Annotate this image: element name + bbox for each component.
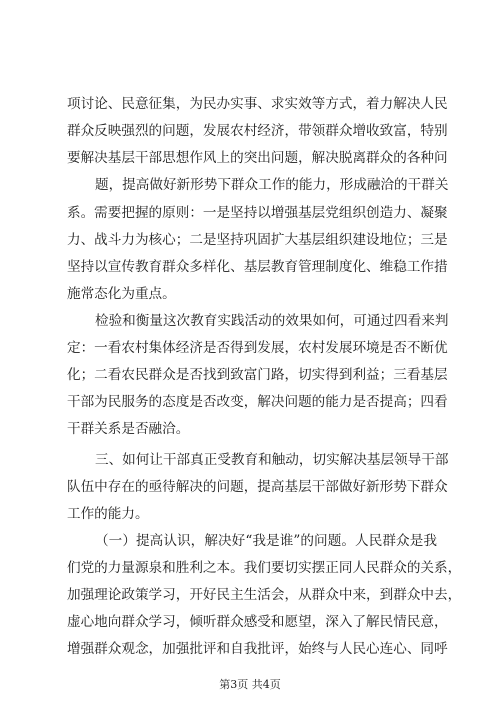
paragraph-1-line-4: 题，提高做好新形势下群众工作的能力，形成融洽的干群关 bbox=[95, 177, 449, 193]
paragraph-4-line-3: 加强理论政策学习，开好民主生活会，从群众中来，到群众中去， bbox=[67, 587, 462, 603]
paragraph-3-line-1: 三、如何让干部真正受教育和触动，切实解决基层领导干部 bbox=[95, 452, 449, 468]
paragraph-2-line-2: 定：一看农村集体经济是否得到发展，农村发展环境是否不断优 bbox=[67, 340, 448, 356]
paragraph-1-line-3: 要解决基层干部思想作风上的突出问题，解决脱离群众的各种问 bbox=[67, 150, 448, 166]
paragraph-4-line-5: 增强群众观念，加强批评和自我批评，始终与人民心连心、同呼 bbox=[67, 641, 448, 657]
paragraph-4-line-1: （一）提高认识，解决好“我是谁”的问题。人民群众是我 bbox=[95, 533, 437, 549]
paragraph-1-line-5: 系。需要把握的原则：一是坚持以增强基层党组织创造力、凝聚 bbox=[67, 205, 448, 221]
paragraph-2-line-4: 干部为民服务的态度是否改变，解决问题的能力是否提高；四看 bbox=[67, 394, 448, 410]
paragraph-2-line-3: 化；二看农民群众是否找到致富门路，切实得到利益；三看基层 bbox=[67, 367, 448, 383]
paragraph-3-line-3: 工作的能力。 bbox=[67, 506, 149, 522]
paragraph-1-line-8: 施常态化为重点。 bbox=[67, 286, 176, 302]
paragraph-4-line-2: 们党的力量源泉和胜利之本。我们要切实摆正同人民群众的关系， bbox=[67, 560, 462, 576]
paragraph-1-line-6: 力、战斗力为核心；二是坚持巩固扩大基层组织建设地位；三是 bbox=[67, 232, 448, 248]
paragraph-2-line-1: 检验和衡量这次教育实践活动的效果如何，可通过四看来判 bbox=[95, 313, 449, 329]
paragraph-1-line-7: 坚持以宣传教育群众多样化、基层教育管理制度化、维稳工作措 bbox=[67, 259, 448, 275]
paragraph-2-line-5: 干群关系是否融洽。 bbox=[67, 421, 190, 437]
page-number-footer: 第3页 共4页 bbox=[219, 678, 281, 691]
paragraph-1-line-2: 群众反映强烈的问题，发展农村经济，带领群众增收致富，特别 bbox=[67, 123, 448, 139]
paragraph-4-line-4: 虚心地向群众学习，倾听群众感受和愿望，深入了解民情民意， bbox=[67, 614, 448, 630]
paragraph-3-line-2: 队伍中存在的亟待解决的问题，提高基层干部做好新形势下群众 bbox=[67, 479, 448, 495]
paragraph-1-line-1: 项讨论、民意征集，为民办实事、求实效等方式，着力解决人民 bbox=[67, 96, 448, 112]
